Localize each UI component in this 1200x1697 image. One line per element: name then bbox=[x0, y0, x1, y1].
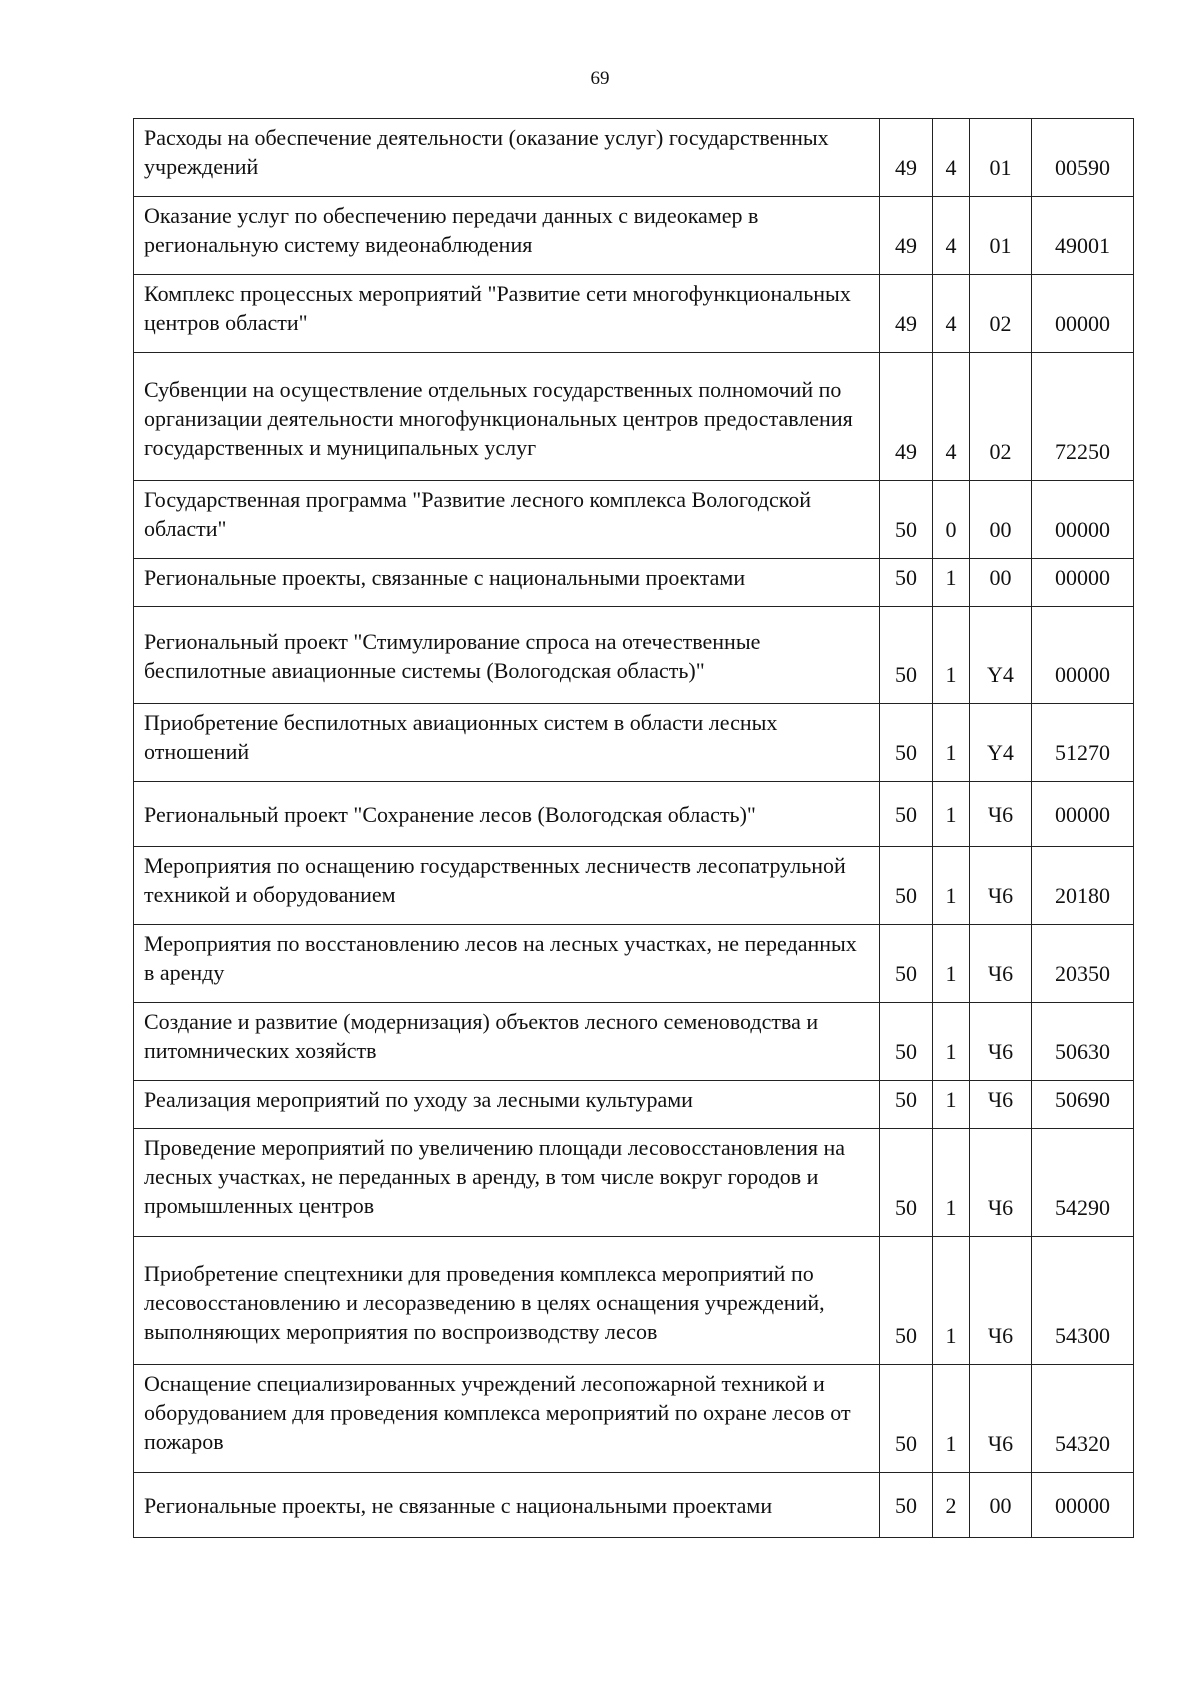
code-direction: 49001 bbox=[1032, 197, 1134, 275]
code-program: 49 bbox=[880, 353, 933, 481]
row-name: Региональные проекты, связанные с национальными проектами bbox=[134, 559, 880, 607]
code-type: 1 bbox=[933, 1237, 970, 1365]
code-structure: Ч6 bbox=[970, 1129, 1032, 1237]
code-program: 50 bbox=[880, 1473, 933, 1538]
row-name: Региональный проект "Стимулирование спроса на отечественные беспилотные авиационные системы (Вологодская область)" bbox=[134, 607, 880, 704]
code-type: 1 bbox=[933, 925, 970, 1003]
code-structure: Ч6 bbox=[970, 1237, 1032, 1365]
row-name: Оснащение специализированных учреждений лесопожарной техникой и оборудованием для проведения комплекса мероприятий по охране лесов от пожаров bbox=[134, 1365, 880, 1473]
table-row bbox=[134, 1237, 1134, 1365]
code-program: 50 bbox=[880, 1003, 933, 1081]
code-program: 50 bbox=[880, 782, 933, 847]
table-row bbox=[134, 847, 1134, 925]
row-name: Региональные проекты, не связанные с национальными проектами bbox=[134, 1473, 880, 1538]
code-type: 4 bbox=[933, 197, 970, 275]
code-program: 50 bbox=[880, 1237, 933, 1365]
code-structure: 01 bbox=[970, 119, 1032, 197]
code-program: 50 bbox=[880, 559, 933, 607]
code-structure: 00 bbox=[970, 559, 1032, 607]
table-row bbox=[134, 353, 1134, 481]
table-row bbox=[134, 925, 1134, 1003]
table-row bbox=[134, 275, 1134, 353]
row-name: Мероприятия по оснащению государственных лесничеств лесопатрульной техникой и оборудованием bbox=[134, 847, 880, 925]
code-direction: 00000 bbox=[1032, 481, 1134, 559]
code-program: 49 bbox=[880, 197, 933, 275]
row-name: Оказание услуг по обеспечению передачи данных с видеокамер в региональную систему видеонаблюдения bbox=[134, 197, 880, 275]
table-row bbox=[134, 119, 1134, 197]
code-program: 50 bbox=[880, 704, 933, 782]
code-type: 1 bbox=[933, 847, 970, 925]
code-direction: 51270 bbox=[1032, 704, 1134, 782]
code-direction: 00000 bbox=[1032, 1473, 1134, 1538]
code-direction: 54300 bbox=[1032, 1237, 1134, 1365]
code-type: 1 bbox=[933, 559, 970, 607]
table-row bbox=[134, 559, 1134, 607]
code-type: 4 bbox=[933, 275, 970, 353]
code-structure: 02 bbox=[970, 275, 1032, 353]
code-direction: 20350 bbox=[1032, 925, 1134, 1003]
row-name: Субвенции на осуществление отдельных государственных полномочий по организации деятельности многофункциональных центров предоставления государственных и муниципальных услуг bbox=[134, 353, 880, 481]
code-structure: Ч6 bbox=[970, 782, 1032, 847]
code-structure: Ч6 bbox=[970, 847, 1032, 925]
table-row bbox=[134, 1003, 1134, 1081]
table-row bbox=[134, 1473, 1134, 1538]
code-structure: 02 bbox=[970, 353, 1032, 481]
code-type: 1 bbox=[933, 1129, 970, 1237]
code-program: 50 bbox=[880, 847, 933, 925]
code-structure: Y4 bbox=[970, 607, 1032, 704]
code-direction: 50630 bbox=[1032, 1003, 1134, 1081]
table-row bbox=[134, 1081, 1134, 1129]
code-structure: Y4 bbox=[970, 704, 1032, 782]
row-name: Государственная программа "Развитие лесного комплекса Вологодской области" bbox=[134, 481, 880, 559]
code-direction: 00000 bbox=[1032, 607, 1134, 704]
code-type: 0 bbox=[933, 481, 970, 559]
code-program: 50 bbox=[880, 1129, 933, 1237]
code-type: 1 bbox=[933, 1365, 970, 1473]
code-structure: 00 bbox=[970, 481, 1032, 559]
code-type: 4 bbox=[933, 353, 970, 481]
code-direction: 54320 bbox=[1032, 1365, 1134, 1473]
code-structure: 00 bbox=[970, 1473, 1032, 1538]
code-program: 49 bbox=[880, 119, 933, 197]
code-program: 49 bbox=[880, 275, 933, 353]
row-name: Приобретение спецтехники для проведения комплекса мероприятий по лесовосстановлению и лесоразведению в целях оснащения учреждений, выполняющих мероприятия по воспроизводству лесов bbox=[134, 1237, 880, 1365]
table-row bbox=[134, 782, 1134, 847]
row-name: Приобретение беспилотных авиационных систем в области лесных отношений bbox=[134, 704, 880, 782]
code-direction: 00000 bbox=[1032, 559, 1134, 607]
code-type: 1 bbox=[933, 607, 970, 704]
code-type: 1 bbox=[933, 1003, 970, 1081]
code-structure: Ч6 bbox=[970, 1003, 1032, 1081]
code-structure: Ч6 bbox=[970, 925, 1032, 1003]
code-program: 50 bbox=[880, 607, 933, 704]
row-name: Мероприятия по восстановлению лесов на лесных участках, не переданных в аренду bbox=[134, 925, 880, 1003]
code-direction: 20180 bbox=[1032, 847, 1134, 925]
table-row bbox=[134, 197, 1134, 275]
page-number: 69 bbox=[590, 68, 610, 89]
code-program: 50 bbox=[880, 1081, 933, 1129]
table-row bbox=[134, 1365, 1134, 1473]
code-direction: 72250 bbox=[1032, 353, 1134, 481]
code-type: 2 bbox=[933, 1473, 970, 1538]
code-type: 4 bbox=[933, 119, 970, 197]
table-row bbox=[134, 1129, 1134, 1237]
code-program: 50 bbox=[880, 1365, 933, 1473]
code-type: 1 bbox=[933, 782, 970, 847]
row-name: Создание и развитие (модернизация) объектов лесного семеноводства и питомнических хозяйств bbox=[134, 1003, 880, 1081]
table-row bbox=[134, 607, 1134, 704]
code-direction: 50690 bbox=[1032, 1081, 1134, 1129]
row-name: Реализация мероприятий по уходу за лесными культурами bbox=[134, 1081, 880, 1129]
row-name: Комплекс процессных мероприятий "Развитие сети многофункциональных центров области" bbox=[134, 275, 880, 353]
row-name: Расходы на обеспечение деятельности (оказание услуг) государственных учреждений bbox=[134, 119, 880, 197]
code-type: 1 bbox=[933, 704, 970, 782]
code-direction: 00000 bbox=[1032, 275, 1134, 353]
budget-table bbox=[133, 118, 1134, 1538]
row-name: Проведение мероприятий по увеличению площади лесовосстановления на лесных участках, не переданных в аренду, в том числе вокруг городов и промышленных центров bbox=[134, 1129, 880, 1237]
code-direction: 54290 bbox=[1032, 1129, 1134, 1237]
table-row bbox=[134, 704, 1134, 782]
code-program: 50 bbox=[880, 925, 933, 1003]
table-row bbox=[134, 481, 1134, 559]
code-type: 1 bbox=[933, 1081, 970, 1129]
code-structure: Ч6 bbox=[970, 1081, 1032, 1129]
code-structure: Ч6 bbox=[970, 1365, 1032, 1473]
code-program: 50 bbox=[880, 481, 933, 559]
code-structure: 01 bbox=[970, 197, 1032, 275]
row-name: Региональный проект "Сохранение лесов (Вологодская область)" bbox=[134, 782, 880, 847]
code-direction: 00590 bbox=[1032, 119, 1134, 197]
code-direction: 00000 bbox=[1032, 782, 1134, 847]
